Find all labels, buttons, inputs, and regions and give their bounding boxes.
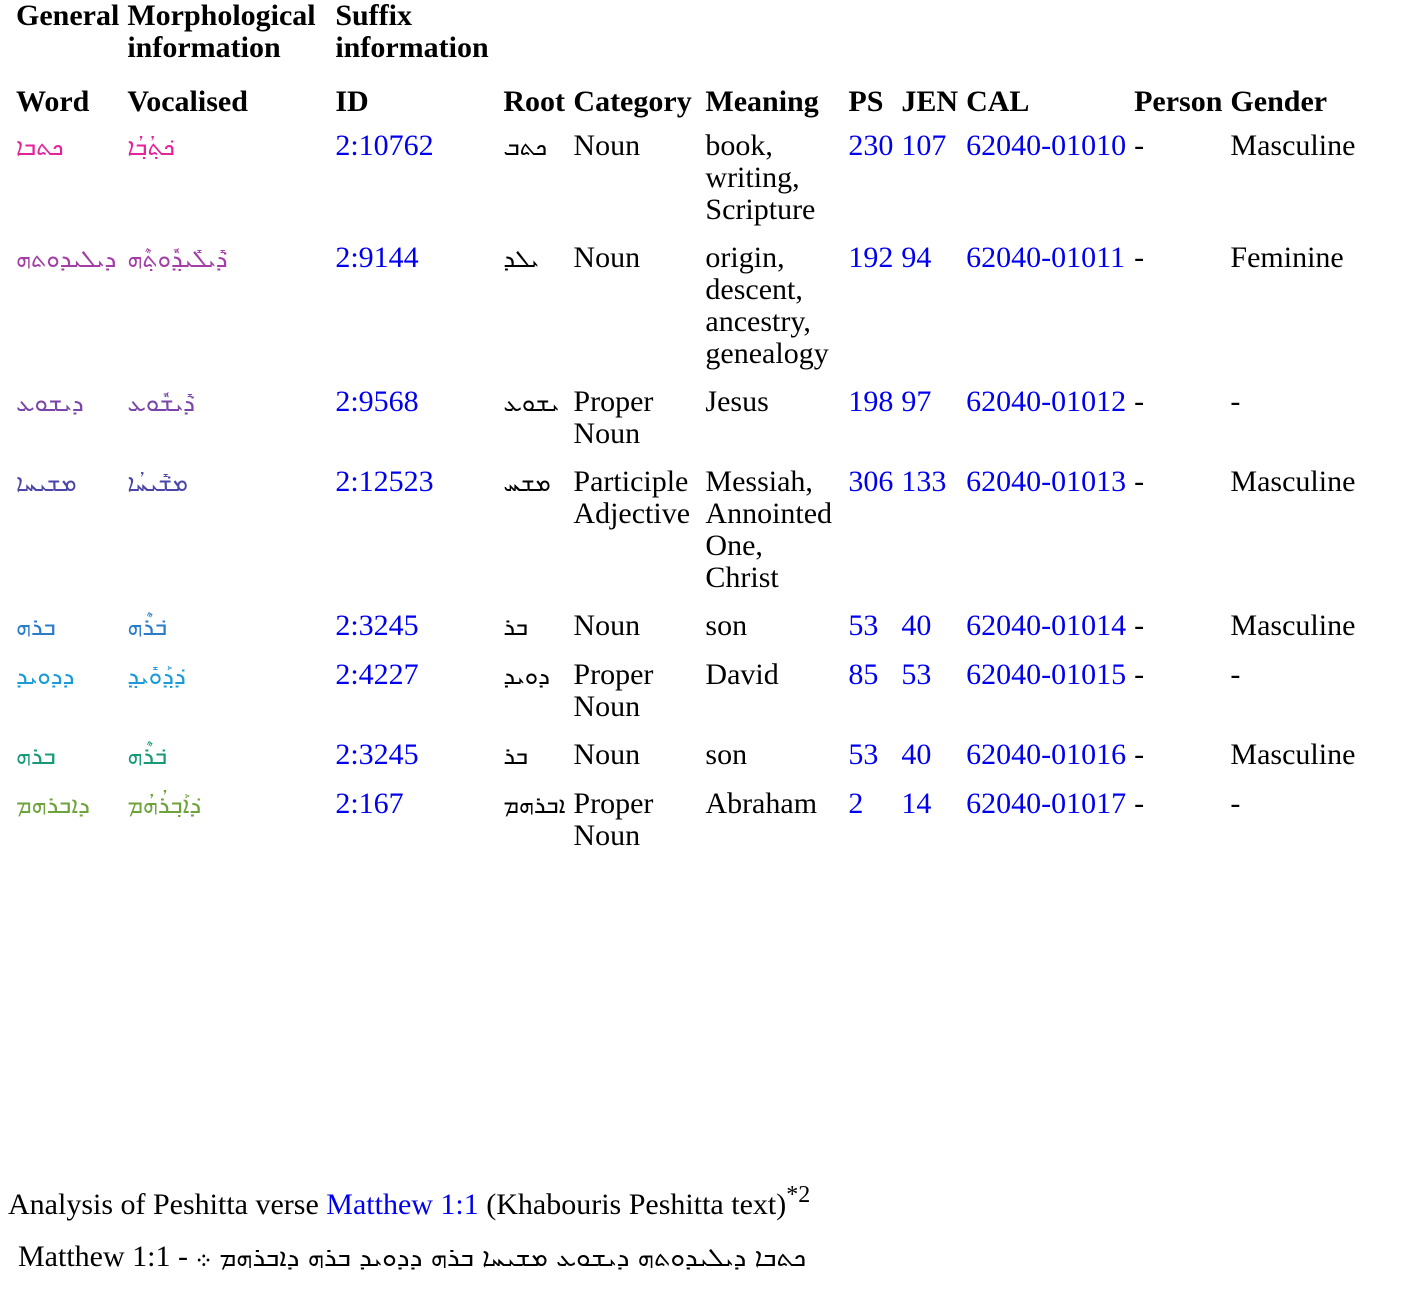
person-cell <box>1134 659 1222 739</box>
cal-cell-text[interactable]: 62040-01016 <box>966 738 1127 771</box>
word-cell-text: ܒܪܗ <box>16 613 56 641</box>
cal-cell[interactable] <box>966 659 1126 739</box>
vocalised-cell-text: ܒ݁ܪܶܗ <box>127 613 168 641</box>
root-cell <box>503 386 565 466</box>
column-header-row <box>16 86 1355 130</box>
id-cell-text[interactable]: 2:3245 <box>335 738 419 771</box>
root-cell-text: ܒܪ <box>503 742 529 770</box>
meaning-cell-text: son <box>705 738 748 771</box>
root-cell <box>503 788 565 868</box>
col-cal: CAL <box>966 85 1030 118</box>
id-cell[interactable] <box>335 386 495 466</box>
meaning-cell <box>705 610 840 659</box>
person-cell-text: - <box>1134 241 1145 274</box>
jen-cell-text[interactable]: 40 <box>901 609 932 642</box>
footnote-marker[interactable]: *2 <box>786 1182 811 1208</box>
gender-cell <box>1230 610 1355 659</box>
category-cell <box>573 739 697 788</box>
gender-cell <box>1230 130 1355 242</box>
cal-cell-text[interactable]: 62040-01017 <box>966 787 1127 820</box>
id-cell[interactable] <box>335 659 495 739</box>
person-cell-text: - <box>1134 609 1145 642</box>
group-header-general: General <box>16 0 120 32</box>
id-cell-text[interactable]: 2:167 <box>335 787 404 820</box>
category-cell <box>573 242 697 386</box>
ps-cell[interactable] <box>848 130 893 242</box>
word-cell <box>16 242 119 386</box>
word-cell-text: ܒܪܗ <box>16 742 56 770</box>
gender-cell-text: Masculine <box>1230 465 1356 498</box>
gender-cell <box>1230 659 1355 739</box>
person-cell <box>1134 610 1222 659</box>
cal-cell[interactable] <box>966 788 1126 868</box>
category-cell <box>573 130 697 242</box>
cal-cell[interactable] <box>966 130 1126 242</box>
id-cell-text[interactable]: 2:3245 <box>335 609 419 642</box>
root-cell-text: ܕܘܝܕ <box>503 662 550 690</box>
group-header-row <box>16 0 1355 86</box>
gender-cell-text: - <box>1230 658 1241 691</box>
person-cell <box>1134 739 1222 788</box>
word-cell-text: ܕܕܘܝܕ <box>16 662 75 690</box>
ps-cell[interactable] <box>848 466 893 610</box>
col-vocalised: Vocalised <box>127 85 248 118</box>
cal-cell[interactable] <box>966 242 1126 386</box>
root-cell-text: ܒܪ <box>503 613 529 641</box>
group-header-suffix: Suffix information <box>335 0 489 64</box>
verse-text: ܟܬܒܐ ܕܝܠܝܕܘܬܗ ܕܝܫܘܥ ܡܫܝܚܐ ܒܪܗ ܕܕܘܝܕ ܒܪܗ ܕܐܒܪܗܡ ܀ <box>195 1243 807 1273</box>
root-cell-text: ܐܒܪܗܡ <box>503 791 566 819</box>
word-cell-text: ܕܝܠܝܕܘܬܗ <box>16 245 117 273</box>
category-cell-text: Proper Noun <box>573 658 654 723</box>
cal-cell[interactable] <box>966 386 1126 466</box>
root-cell <box>503 610 565 659</box>
gender-cell <box>1230 386 1355 466</box>
category-cell-text: Noun <box>573 241 641 274</box>
person-cell <box>1134 386 1222 466</box>
id-cell[interactable] <box>335 788 495 868</box>
id-cell[interactable] <box>335 130 495 242</box>
cal-cell-text[interactable]: 62040-01011 <box>966 241 1125 274</box>
root-cell <box>503 659 565 739</box>
ps-cell-text[interactable]: 85 <box>848 658 879 691</box>
category-cell-text: Noun <box>573 609 641 642</box>
analysis-suffix: (Khabouris Peshitta text) <box>478 1188 787 1221</box>
vocalised-cell <box>127 386 327 466</box>
word-cell <box>16 659 119 739</box>
gender-cell-text: - <box>1230 787 1241 820</box>
meaning-cell-text: son <box>705 609 748 642</box>
analysis-caption <box>8 1182 811 1222</box>
meaning-cell-text: origin, descent, ancestry, genealogy <box>705 241 829 370</box>
jen-cell-text[interactable]: 97 <box>901 385 932 418</box>
jen-cell-text[interactable]: 133 <box>901 465 947 498</box>
category-cell <box>573 386 697 466</box>
vocalised-cell <box>127 739 327 788</box>
id-cell[interactable] <box>335 739 495 788</box>
analysis-prefix: Analysis of Peshitta verse <box>8 1188 327 1221</box>
meaning-cell-text: Jesus <box>705 385 769 418</box>
word-cell-text: ܕܝܫܘܥ <box>16 389 84 417</box>
jen-cell-text[interactable]: 94 <box>901 241 932 274</box>
gender-cell-text: Masculine <box>1230 738 1356 771</box>
word-cell-text: ܡܫܝܚܐ <box>16 469 77 497</box>
word-cell <box>16 610 119 659</box>
word-cell <box>16 386 119 466</box>
ps-cell[interactable] <box>848 659 893 739</box>
category-cell-text: Participle Adjective <box>573 465 691 530</box>
verse-ref: Matthew 1:1 - <box>18 1240 196 1273</box>
jen-cell[interactable] <box>901 788 958 868</box>
gender-cell <box>1230 242 1355 386</box>
ps-cell[interactable] <box>848 788 893 868</box>
person-cell <box>1134 788 1222 868</box>
col-gender: Gender <box>1230 85 1328 118</box>
ps-cell[interactable] <box>848 242 893 386</box>
gender-cell <box>1230 788 1355 868</box>
ps-cell-text[interactable]: 53 <box>848 738 879 771</box>
ps-cell-text[interactable]: 306 <box>848 465 894 498</box>
word-cell-text: ܕܐܒܪܗܡ <box>16 791 90 819</box>
vocalised-cell-text: ܟ݁ܬ݂ܳܒ݂ܳܐ <box>127 133 175 161</box>
cal-cell-text[interactable]: 62040-01015 <box>966 658 1127 691</box>
person-cell-text: - <box>1134 129 1145 162</box>
person-cell-text: - <box>1134 385 1145 418</box>
jen-cell-text[interactable]: 53 <box>901 658 932 691</box>
vocalised-cell-text: ܡܫ݁ܺܝܚܳܐ <box>127 469 189 497</box>
cal-cell[interactable] <box>966 610 1126 659</box>
cal-cell-text[interactable]: 62040-01010 <box>966 129 1127 162</box>
vocalised-cell-text: ܕ݁ܺܝܠܺܝܕ݂ܽܘܬ݂ܶܗ <box>127 245 228 273</box>
analysis-table-wrap <box>8 0 1363 868</box>
vocalised-cell-text: ܕ݁ܺܝܫܽܘܥ <box>127 389 195 417</box>
vocalised-cell <box>127 610 327 659</box>
verse-link[interactable]: Matthew 1:1 <box>326 1188 479 1221</box>
root-cell <box>503 466 565 610</box>
category-cell <box>573 788 697 868</box>
category-cell <box>573 659 697 739</box>
word-cell <box>16 788 119 868</box>
word-cell <box>16 739 119 788</box>
table-row <box>16 466 1355 610</box>
person-cell-text: - <box>1134 738 1145 771</box>
category-cell-text: Proper Noun <box>573 787 654 852</box>
id-cell-text[interactable]: 2:4227 <box>335 658 419 691</box>
word-cell <box>16 130 119 242</box>
ps-cell-text[interactable]: 2 <box>848 787 864 820</box>
gender-cell-text: Masculine <box>1230 609 1356 642</box>
ps-cell-text[interactable]: 53 <box>848 609 879 642</box>
meaning-cell <box>705 659 840 739</box>
id-cell[interactable] <box>335 242 495 386</box>
ps-cell[interactable] <box>848 610 893 659</box>
vocalised-cell <box>127 466 327 610</box>
id-cell-text[interactable]: 2:9144 <box>335 241 419 274</box>
meaning-cell-text: David <box>705 658 779 691</box>
col-person: Person <box>1134 85 1223 118</box>
meaning-cell <box>705 739 840 788</box>
category-cell <box>573 610 697 659</box>
id-cell-text[interactable]: 2:9568 <box>335 385 419 418</box>
jen-cell[interactable] <box>901 610 958 659</box>
cal-cell-text[interactable]: 62040-01014 <box>966 609 1127 642</box>
person-cell <box>1134 466 1222 610</box>
root-cell <box>503 242 565 386</box>
root-cell <box>503 130 565 242</box>
jen-cell[interactable] <box>901 386 958 466</box>
id-cell[interactable] <box>335 610 495 659</box>
jen-cell[interactable] <box>901 659 958 739</box>
col-word: Word <box>16 85 90 118</box>
jen-cell[interactable] <box>901 739 958 788</box>
category-cell-text: Noun <box>573 738 641 771</box>
col-ps: PS <box>848 85 884 118</box>
ps-cell-text[interactable]: 198 <box>848 385 894 418</box>
category-cell-text: Noun <box>573 129 641 162</box>
gender-cell <box>1230 466 1355 610</box>
word-cell-text: ܟܬܒܐ <box>16 133 64 161</box>
jen-cell[interactable] <box>901 130 958 242</box>
gender-cell-text: - <box>1230 385 1241 418</box>
cal-cell-text[interactable]: 62040-01012 <box>966 385 1127 418</box>
cal-cell-text[interactable]: 62040-01013 <box>966 465 1127 498</box>
table-row <box>16 130 1355 242</box>
category-cell-text: Proper Noun <box>573 385 654 450</box>
gender-cell <box>1230 739 1355 788</box>
vocalised-cell <box>127 242 327 386</box>
ps-cell-text[interactable]: 192 <box>848 241 894 274</box>
meaning-cell-text: Abraham <box>705 787 818 820</box>
meaning-cell <box>705 788 840 868</box>
jen-cell-text[interactable]: 40 <box>901 738 932 771</box>
vocalised-cell-text: ܒ݁ܪܶܗ <box>127 742 168 770</box>
ps-cell[interactable] <box>848 739 893 788</box>
vocalised-cell-text: ܕ݁ܐܰܒ݂ܪܳܗܳܡ <box>127 791 202 819</box>
cal-cell[interactable] <box>966 739 1126 788</box>
id-cell-text[interactable]: 2:10762 <box>335 129 434 162</box>
person-cell-text: - <box>1134 465 1145 498</box>
meaning-cell <box>705 466 840 610</box>
table-body <box>16 130 1355 868</box>
root-cell-text: ܝܠܕ <box>503 245 539 273</box>
meaning-cell <box>705 130 840 242</box>
verse-line <box>18 1240 806 1275</box>
gender-cell-text: Masculine <box>1230 129 1356 162</box>
table-row <box>16 739 1355 788</box>
vocalised-cell <box>127 788 327 868</box>
jen-cell[interactable] <box>901 466 958 610</box>
gender-cell-text: Feminine <box>1230 241 1344 274</box>
table-row <box>16 242 1355 386</box>
col-jen: JEN <box>901 85 959 118</box>
person-cell-text: - <box>1134 658 1145 691</box>
table-row <box>16 788 1355 868</box>
meaning-cell-text: book, writing, Scripture <box>705 129 816 226</box>
ps-cell-text[interactable]: 230 <box>848 129 894 162</box>
person-cell <box>1134 242 1222 386</box>
table-row <box>16 610 1355 659</box>
jen-cell[interactable] <box>901 242 958 386</box>
root-cell-text: ܝܫܘܥ <box>503 389 560 417</box>
word-cell <box>16 466 119 610</box>
id-cell-text[interactable]: 2:12523 <box>335 465 434 498</box>
word-analysis-table <box>8 0 1363 868</box>
root-cell <box>503 739 565 788</box>
root-cell-text: ܡܫܚ <box>503 469 551 497</box>
table-row <box>16 386 1355 466</box>
category-cell <box>573 466 697 610</box>
col-category: Category <box>573 85 692 118</box>
meaning-cell-text: Messiah, Annointed One, Christ <box>705 465 833 594</box>
col-id: ID <box>335 85 369 118</box>
vocalised-cell <box>127 659 327 739</box>
vocalised-cell <box>127 130 327 242</box>
col-meaning: Meaning <box>705 85 819 118</box>
id-cell[interactable] <box>335 466 495 610</box>
table-row <box>16 659 1355 739</box>
cal-cell[interactable] <box>966 466 1126 610</box>
person-cell-text: - <box>1134 787 1145 820</box>
ps-cell[interactable] <box>848 386 893 466</box>
group-header-morphological: Morphological information <box>127 0 316 64</box>
jen-cell-text[interactable]: 14 <box>901 787 932 820</box>
jen-cell-text[interactable]: 107 <box>901 129 947 162</box>
col-root: Root <box>503 85 565 118</box>
vocalised-cell-text: ܕ݁ܕ݂ܰܘܺܝܕ݂ <box>127 662 186 690</box>
meaning-cell <box>705 386 840 466</box>
root-cell-text: ܟܬܒ <box>503 133 548 161</box>
person-cell <box>1134 130 1222 242</box>
meaning-cell <box>705 242 840 386</box>
